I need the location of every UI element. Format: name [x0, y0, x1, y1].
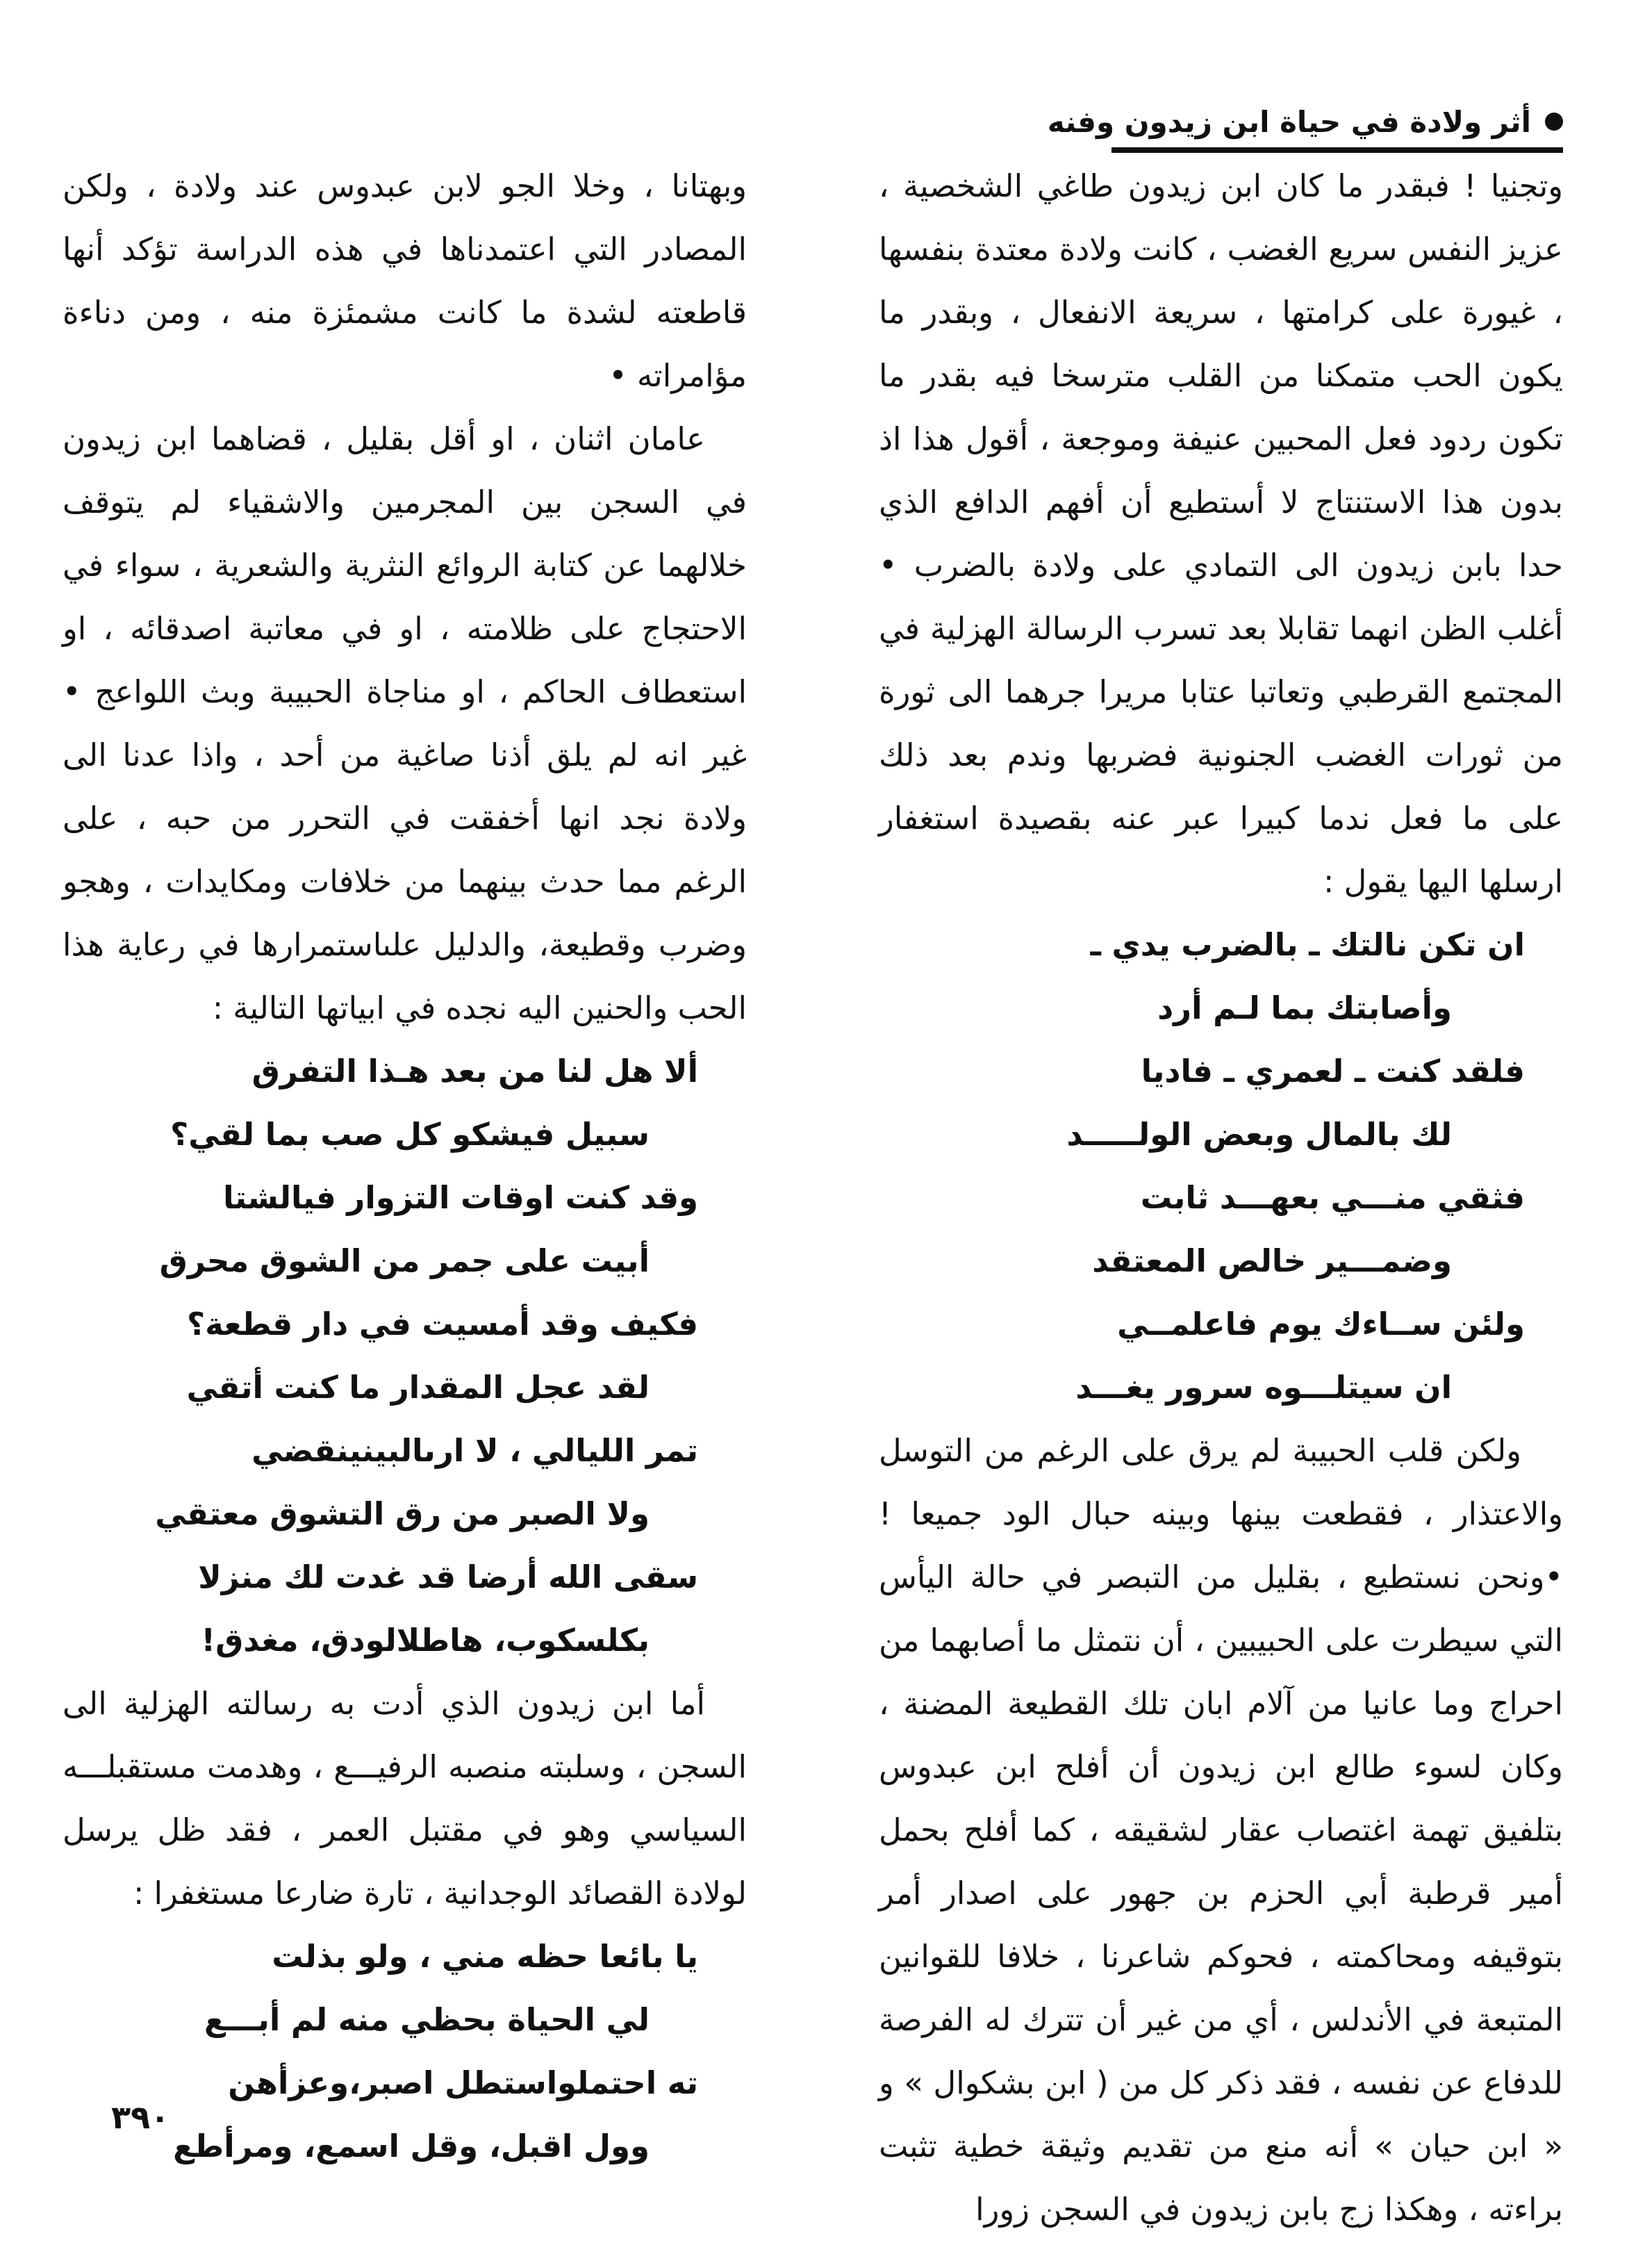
header-rule [1111, 147, 1563, 153]
verse-line: فلقد كنت ـ لعمري ـ فاديا [1141, 1053, 1525, 1090]
verse-line: ولئن ســاءك يوم فاعلمــي [1117, 1306, 1525, 1342]
verse-line: ولا الصبر من رق التشوق معتقي [155, 1495, 650, 1532]
verse-line: وضمـــير خالص المعتقد [1092, 1242, 1452, 1279]
verse-line: لي الحياة بحظي منه لم أبـــع [204, 2001, 650, 2038]
verse-line: لك بالمال وبعض الولـــــد [1066, 1116, 1452, 1153]
right-column [879, 154, 1563, 2241]
paragraph: وتجنيا ! فبقدر ما كان ابن زيدون طاغي الشخصية ، عزيز النفس سريع الغضب ، كانت ولادة معتدة بنفسها ، غيورة على كرامتها ، سريعة الانفعال ، وبقدر ما يكون الحب متمكنا من القلب مترسخا فيه بقدر ما تكون ردود فعل المحبين عنيفة وموجعة ، أقول هذا اذ بدون هذا الاستنتاج لا أستطيع أن أفهم الدافع الذي حدا بابن زيدون الى التمادي على ولادة بالضرب • أغلب الظن انهما تقابلا بعد تسرب الرسالة الهزلية في المجتمع القرطبي وتعاتبا عتابا مريرا جرهما الى ثورة من ثورات الغضب الجنونية فضربها وندم بعد ذلك على ما فعل ندما كبيرا عبر عنه بقصيدة استغفار ارسلها اليها يقول : [879, 167, 1563, 900]
verse-line: وأصابتك بما لـم أرد [1157, 989, 1452, 1026]
verse-line: سقى الله أرضا قد غدت لك منزلا [198, 1559, 698, 1595]
paragraph: عامان اثنان ، او أقل بقليل ، قضاهما ابن زيدون في السجن بين المجرمين والاشقياء لم يتوقف خلالهما عن كتابة الروائع النثرية والشعرية ، سواء في الاحتجاج على ظلامته ، او في معاتبة اصدقائه ، او استعطاف الحاكم ، او مناجاة الحبيبة وبث اللواعج • غير انه لم يلق أذنا صاغية من أحد ، واذا عدنا الى ولادة نجد انها أخفقت في التحرر من حبه ، على الرغم مما حدث بينهما من خلافات ومكايدات ، وهجو وضرب وقطيعة، والدليل علىاستمرارها في رعاية هذا الحب والحنين اليه نجده في ابياتها التالية : [63, 420, 747, 1026]
verse-line: ألا هل لنا من بعد هـذا التفرق [251, 1053, 698, 1090]
verse-line: فثقي منـــي بعهـــد ثابت [1140, 1179, 1525, 1216]
verse-line: سبيل فيشكو كل صب بما لقي؟ [170, 1116, 650, 1153]
verse-line: تمر الليالي ، لا ارىالبينينقضي [251, 1432, 698, 1469]
verse-line: ته احتملواستطل اصبر،وعزأهن [228, 2064, 698, 2101]
verse-line: فكيف وقد أمسيت في دار قطعة؟ [187, 1306, 698, 1342]
verse-line: بكلسكوب، هاطلالودق، مغدق! [201, 1622, 650, 1659]
left-column [63, 154, 747, 2178]
verse-line: وول اقبل، وقل اسمع، ومرأطع [173, 2128, 650, 2164]
paragraph: ولكن قلب الحبيبة لم يرق على الرغم من التوسل والاعتذار ، فقطعت بينها وبينه حبال الود جميعا !•ونحن نستطيع ، بقليل من التبصر في حالة اليأس التي سيطرت على الحبيبين ، أن نتمثل ما أصابهما من احراج وما عانيا من آلام ابان تلك القطيعة المضنة ، وكان لسوء طالع ابن زيدون أن أفلح ابن عبدوس بتلفيق تهمة اغتصاب عقار لشقيقه ، كما أفلح بحمل أمير قرطبة أبي الحزم بن جهور على اصدار أمر بتوقيفه ومحاكمته ، فحوكم شاعرنا ، خلافا للقوانين المتبعة في الأندلس ، أي من غير أن تترك له الفرصة للدفاع عن نفسه ، فقد ذكر كل من ( ابن بشكوال » و « ابن حيان » أنه منع من تقديم وثيقة خطية تثبت براءته ، وهكذا زج بابن زيدون في السجن زورا [879, 1432, 1563, 2228]
paragraph: أما ابن زيدون الذي أدت به رسالته الهزلية الى السجن ، وسلبته منصبه الرفيـــع ، وهدمت مستقبلـــه السياسي وهو في مقتبل العمر ، فقد ظل يرسل لولادة القصائد الوجدانية ، تارة ضارعا مستغفرا : [63, 1685, 747, 1912]
verse-line: يا بائعا حظه مني ، ولو بذلت [272, 1938, 698, 1975]
bullet-icon [1545, 113, 1563, 131]
verse-line: ان تكن نالتك ـ بالضرب يدي ـ [1090, 926, 1525, 963]
verse-line: لقد عجل المقدار ما كنت أتقي [186, 1369, 650, 1406]
verse-line: أبيت على جمر من الشوق محرق [159, 1242, 650, 1279]
page-header [917, 97, 1563, 146]
page-number: ٣٩٠ [111, 2098, 170, 2136]
paragraph: وبهتانا ، وخلا الجو لابن عبدوس عند ولادة ، ولكن المصادر التي اعتمدناها في هذه الدراسة تؤكد أنها قاطعته لشدة ما كانت مشمئزة منه ، ومن دناءة مؤامراته • [63, 167, 747, 394]
verse-line: ان سيتلـــوه سرور يغـــد [1075, 1369, 1452, 1406]
verse-line: وقد كنت اوقات التزوار فيالشتا [223, 1179, 698, 1216]
running-title: أثر ولادة في حياة ابن زيدون وفنه [1047, 104, 1531, 139]
